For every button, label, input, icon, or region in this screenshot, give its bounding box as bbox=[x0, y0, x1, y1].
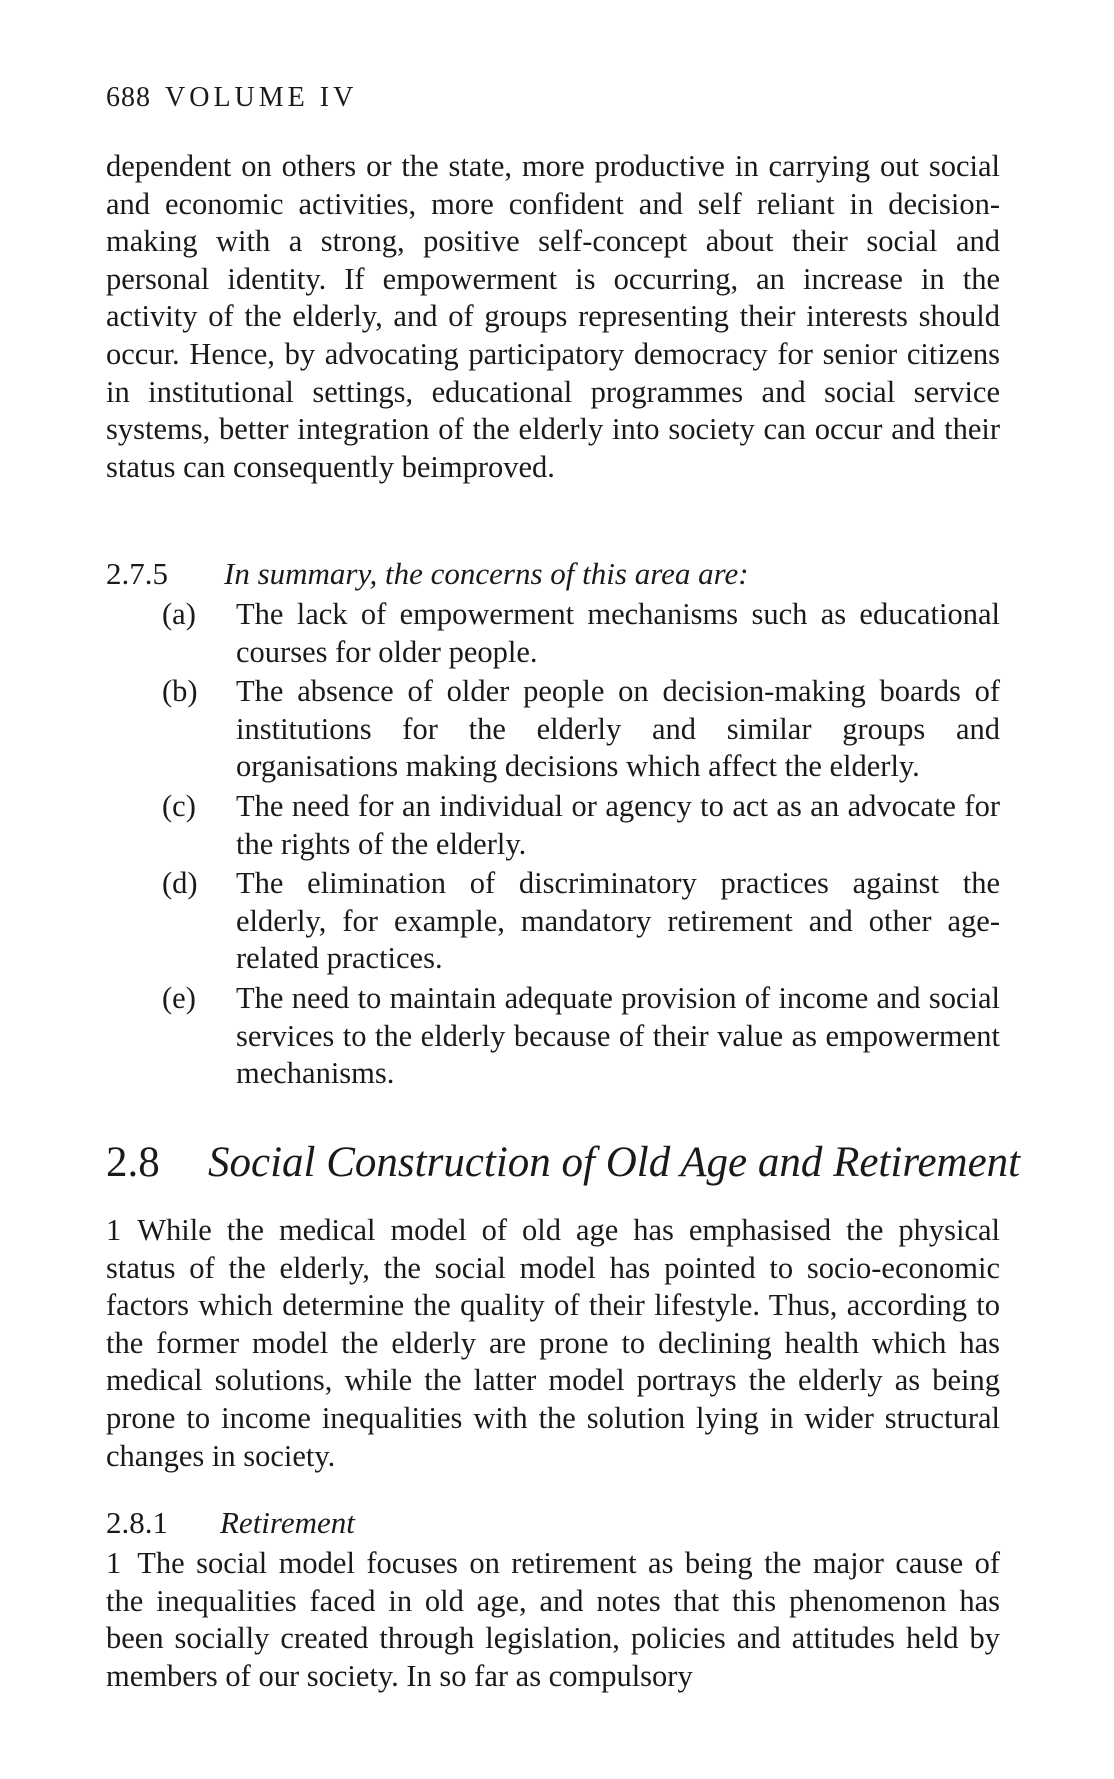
list-marker: (e) bbox=[162, 980, 196, 1015]
list-item bbox=[106, 673, 1000, 786]
paragraph-text: While the medical model of old age has emphasised the physical status of the elderly, the social model has pointed to socio-economic factors which determine the quality of their lifestyle. Thus, according to the former model the elderly are prone to declining health which has medical solutions, while the latter model portrays the elderly as being prone to income inequalities with the solution lying in wider structural changes in society. bbox=[106, 1213, 1000, 1473]
subsection-number: 2.8.1 bbox=[106, 1505, 168, 1540]
list-marker: (d) bbox=[162, 866, 198, 901]
paragraph-text: The social model focuses on retirement as being the major cause of the inequalities faced in old age, and notes that this phenomenon has been socially created through legislation, policies and attitudes held by members of our society. In so far as compulsory bbox=[106, 1546, 1000, 1693]
list-item-text: The absence of older people on decision-making boards of institutions for the elderly and similar groups and organisations making decisions which affect the elderly. bbox=[236, 674, 1000, 784]
paragraph-number: 1 bbox=[106, 1213, 122, 1247]
list-item-text: The elimination of discriminatory practices against the elderly, for example, mandatory retirement and other age-related practices. bbox=[236, 866, 1000, 976]
concerns-list bbox=[106, 596, 1000, 1095]
paragraph-number: 1 bbox=[106, 1546, 122, 1580]
summary-title: In summary, the concerns of this area are: bbox=[224, 556, 749, 591]
volume-label: VOLUME IV bbox=[165, 82, 358, 113]
list-item bbox=[106, 980, 1000, 1093]
section-heading bbox=[106, 1138, 1020, 1187]
section-number: 2.8 bbox=[106, 1139, 160, 1186]
list-item bbox=[106, 596, 1000, 671]
list-item-text: The lack of empowerment mechanisms such as educational courses for older people. bbox=[236, 597, 1000, 669]
section-title: Social Construction of Old Age and Retirement bbox=[208, 1139, 1021, 1186]
list-item bbox=[106, 788, 1000, 863]
subsection-heading bbox=[106, 1505, 355, 1541]
summary-number: 2.7.5 bbox=[106, 556, 168, 591]
list-item bbox=[106, 865, 1000, 978]
list-item-text: The need for an individual or agency to act as an advocate for the rights of the elderly. bbox=[236, 788, 1000, 861]
page-number: 688 bbox=[106, 82, 151, 113]
paragraph-empowerment: dependent on others or the state, more productive in carrying out social and economic activities, more confident and self reliant in decision-making with a strong, positive self-concept about their social and personal identity. If empowerment is occurring, an increase in the activity of the elderly, and of groups representing their interests should occur. Hence, by advocating participatory democracy for senior citizens in institutional settings, educational programmes and social service systems, better integration of the elderly into society can occur and their status can consequently beimproved. bbox=[106, 149, 1000, 484]
list-marker: (b) bbox=[162, 674, 198, 709]
paragraph-retirement bbox=[106, 1545, 1000, 1695]
running-head bbox=[106, 82, 357, 114]
list-marker: (c) bbox=[162, 788, 196, 823]
list-item-text: The need to maintain adequate provision of income and social services to the elderly because of their value as empowerment mechanisms. bbox=[236, 980, 1000, 1091]
summary-heading bbox=[106, 556, 749, 592]
subsection-title: Retirement bbox=[220, 1505, 355, 1540]
paragraph-social-construction bbox=[106, 1212, 1000, 1475]
list-marker: (a) bbox=[162, 597, 196, 631]
